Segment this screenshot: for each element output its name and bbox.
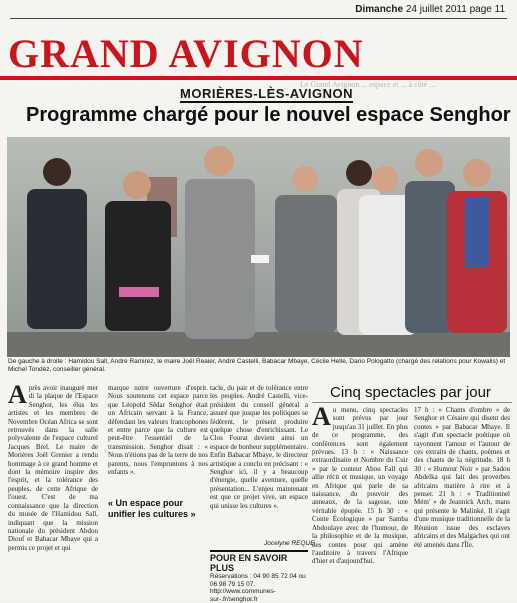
dateline-date: 24 juillet 2011 bbox=[405, 4, 467, 15]
dateline-page: page 11 bbox=[469, 4, 505, 15]
sidebar-column-1 bbox=[312, 406, 408, 596]
drop-cap: A bbox=[8, 384, 27, 409]
article-column-1 bbox=[8, 384, 98, 596]
sidebar-column-1-text: u menu, cinq spectacles sont prévus par jour jusqu'au 31 juillet. En plus de ce programme, des conférences sont également prévues. 13 h : « Naissance extraordinaire et Nombre du Cuir » par le conteur Abou Fall qui allie récit et musique, un voyage en Afrique qui parle de sa naissance, du pouvoir des anneaux, de la sagesse, une véritable épopée. 15 h 30 : « Conte Écologique » par Samba Abdoulaye avec de l'humour, de la philosophie et de la musique, des contes pour qui amène l'auditoire à travers l'Afrique d'hier et d'aujourd'hui. bbox=[312, 406, 408, 566]
info-box-body: Réservations : 04 90 85 72 04 ou 06 98 79 15 07. http://www.communes-sur-.fr/senghor.fr bbox=[210, 573, 306, 603]
sidebar-title: Cinq spectacles par jour bbox=[330, 384, 491, 401]
pull-quote: « Un espace pour unifier les cultures » bbox=[108, 498, 196, 519]
sidebar-rule bbox=[312, 402, 512, 403]
article-headline: Programme chargé pour le nouvel espace Senghor bbox=[26, 104, 511, 126]
article-byline: Jocelyne REQUE bbox=[264, 540, 315, 547]
info-box bbox=[210, 550, 308, 603]
dateline-day: Dimanche bbox=[355, 4, 404, 15]
article-town: MORIÈRES-LÈS-AVIGNON bbox=[180, 86, 353, 101]
photo-caption: De gauche à droite : Hamidou Sall, André Ramirez, le maire Joël Reaier, André Castelli, Babacar Mbaye, Cécile Helle, Dario Pologatto (chargé des relations pour Kowalis) et Michel Tondéz, conseiller général. bbox=[8, 358, 506, 373]
article-photo bbox=[7, 137, 510, 357]
header-rule bbox=[10, 18, 507, 19]
sidebar-drop-cap: A bbox=[312, 406, 331, 431]
article-column-2: marque notre ouverture d'esprit. Nous soutenons cet espace parce que Léopold Sédar Senghor était un Africain servant à la France, défendant les valeurs francophones et entre parce que la culture est peut-être l'essentiel de la transmission. Senghor disait : « Nous n'étions pas de la terre de nos parents, nous l'empruntons à nos enfants ». bbox=[108, 384, 208, 477]
dateline bbox=[355, 4, 505, 15]
article-column-3: tacle, du pair et de tolérance entre les peuples. André Castelli, vice-président du conseil général a assuré que jusque les politiques se fédèrent, le présent produire quelque chose d'enrichissant. Le Clos Fourat devient ainsi un espace de bonheur supplémentaire. Enfin Babacar Mbaye, le directeur artistique a conclu en précisant : « Senghor ici, il y a beaucoup d'énergie, quelle aventure, quelle présentation... L'enjeu maintenant est que ce projet vive, un espace qui unisse les cultures ». bbox=[210, 384, 308, 510]
section-title: GRAND AVIGNON bbox=[8, 31, 364, 76]
info-box-title: POUR EN SAVOIR PLUS bbox=[210, 550, 308, 573]
sidebar-column-2: 17 h : « Chants d'ombre » de Senghor et Césaire qui disent des contes » par Babacar Mbaye. Il s'agit d'un spectacle poétique où rayonnent l'amour et l'autour de ces extraits de chants, poèmes et des chants de la négritude. 18 h 30 : « Humour Noir » par Sadou Abdelka qui fait des proverbes africains matière à rire et à penser. 21 h : « Traditionnel Mém' » de Jeannick Arch, mans qui présente le Malinké. Il s'agit d'une musique traditionnelle de la Réunion issue des esclaves africains et des Malgaches qui ont été amenés dans l'Île. bbox=[414, 406, 510, 549]
article-column-1-text: près avoir inauguré mer di la plaque de l'Espace Senghor, les élus les artistes et les membres de Novembre Océan Africa se sont retrouvés dans la salle polyvalente de l'espace culturel Jacques Brel. Le maire de Morières Joël Grenier a rendu hommage à ce grand homme et dont la mémoire inspire des l'esprit, et la tolérance des peuples, de cette Afrique de l'ouest. C'est de ma connaissance que la direction du musée de l'Hamidou Sall, indiquant que la mission nationale du président Abdou Diouf et Babacar Mbaye qui a permis ce projet et qui bbox=[8, 384, 98, 552]
bleed-through-text: Le Grand Avignon ... espace et ... à côté ... bbox=[300, 80, 436, 89]
